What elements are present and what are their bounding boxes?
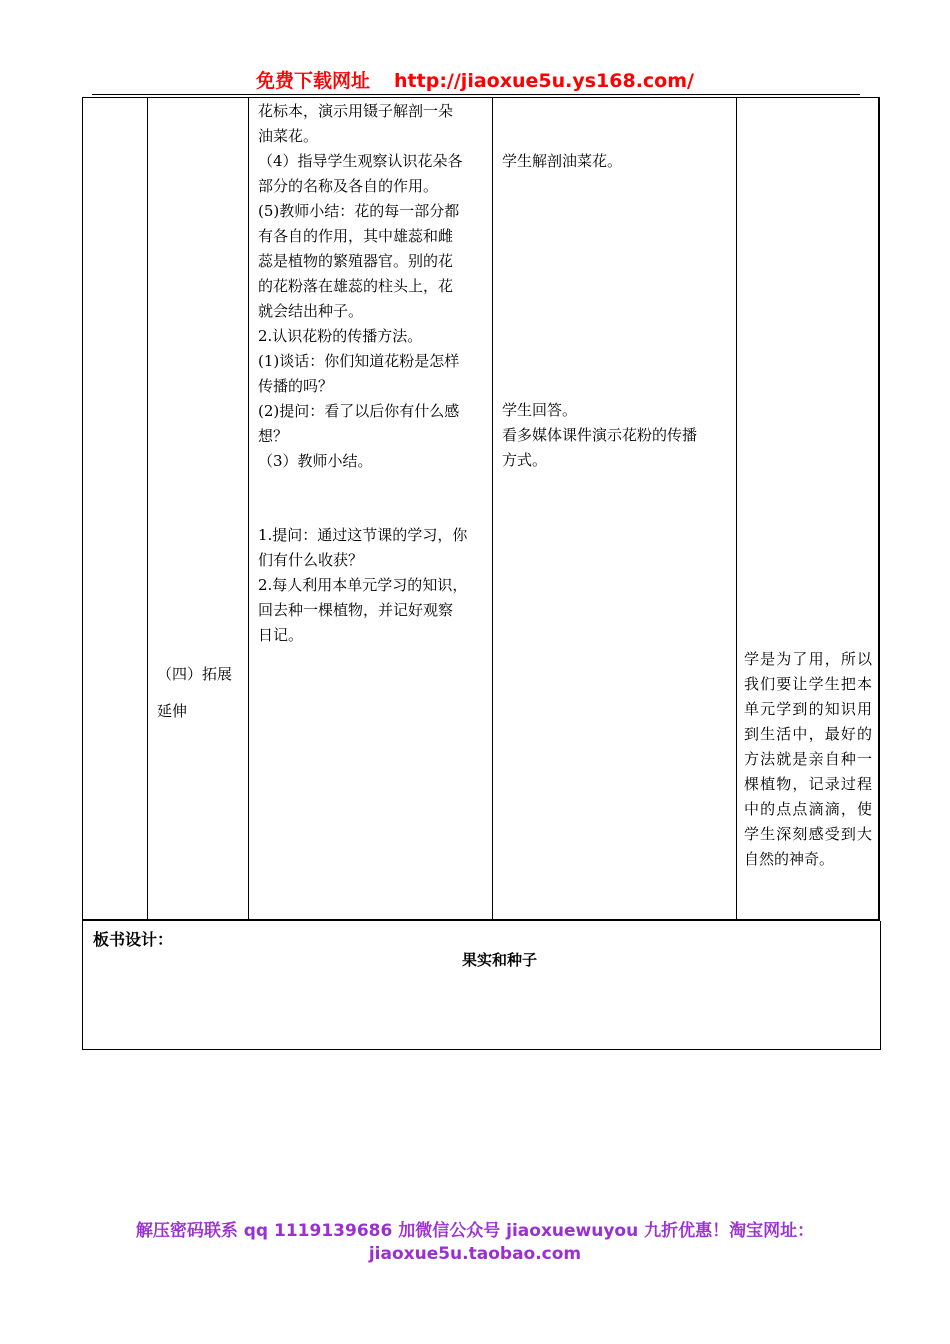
table-border-left (82, 97, 83, 921)
table-border-right (878, 97, 880, 921)
header-label: 免费下载网址 (256, 70, 371, 92)
design-intent-text: 学是为了用，所以我们要让学生把本单元学到的知识用到生活中，最好的方法就是亲自种一棵植物，记录过程中的点点滴滴，使学生深刻感受到大自然的神奇。 (744, 650, 872, 868)
column-divider-1 (147, 97, 148, 921)
header-url[interactable]: http://jiaoxue5u.ys168.com/ (394, 70, 694, 92)
lesson-table (82, 97, 880, 921)
column-divider-3 (492, 97, 493, 921)
footer-line-1: 解压密码联系 qq 1119139686 加微信公众号 jiaoxuewuyou 九折优惠！淘宝网址： (135, 1221, 815, 1241)
table-top-border (82, 97, 880, 98)
teacher-activity-text-1: 花标本，演示用镊子解剖一朵 油菜花。 （4）指导学生观察认识花朵各 部分的名称及各自的作用。 (5)教师小结：花的每一部分都 有各自的作用，其中雄蕊和雌 蕊是植物的繁殖器官。别的花 的花粉落在雄蕊的柱头上，花 就会结出种子。 2.认识花粉的传播方法。 (1)谈话：你们知道花粉是怎样 传播的吗？ (2)提问：看了以后你有什么感 想？ （3）教师小结。 (258, 102, 463, 470)
board-design-title: 果实和种子 (461, 951, 537, 969)
page-header (0, 66, 950, 93)
column-divider-2 (248, 97, 249, 921)
column-divider-4 (736, 97, 737, 921)
stage-label: （四）拓展 延伸 (157, 665, 233, 720)
page-footer (0, 1220, 950, 1266)
board-design-section (82, 921, 881, 1050)
footer-link[interactable]: jiaoxue5u.taobao.com (368, 1244, 582, 1264)
header-rule (92, 94, 860, 95)
teacher-activity-text-2: 1.提问：通过这节课的学习，你 们有什么收获？ 2.每人利用本单元学习的知识， 回去种一棵植物，并记好观察 日记。 (258, 526, 468, 644)
student-activity-text-1: 学生解剖油菜花。 (502, 152, 623, 170)
board-design-label: 板书设计： (93, 930, 174, 949)
student-activity-text-2: 学生回答。 看多媒体课件演示花粉的传播 方式。 (502, 401, 698, 469)
